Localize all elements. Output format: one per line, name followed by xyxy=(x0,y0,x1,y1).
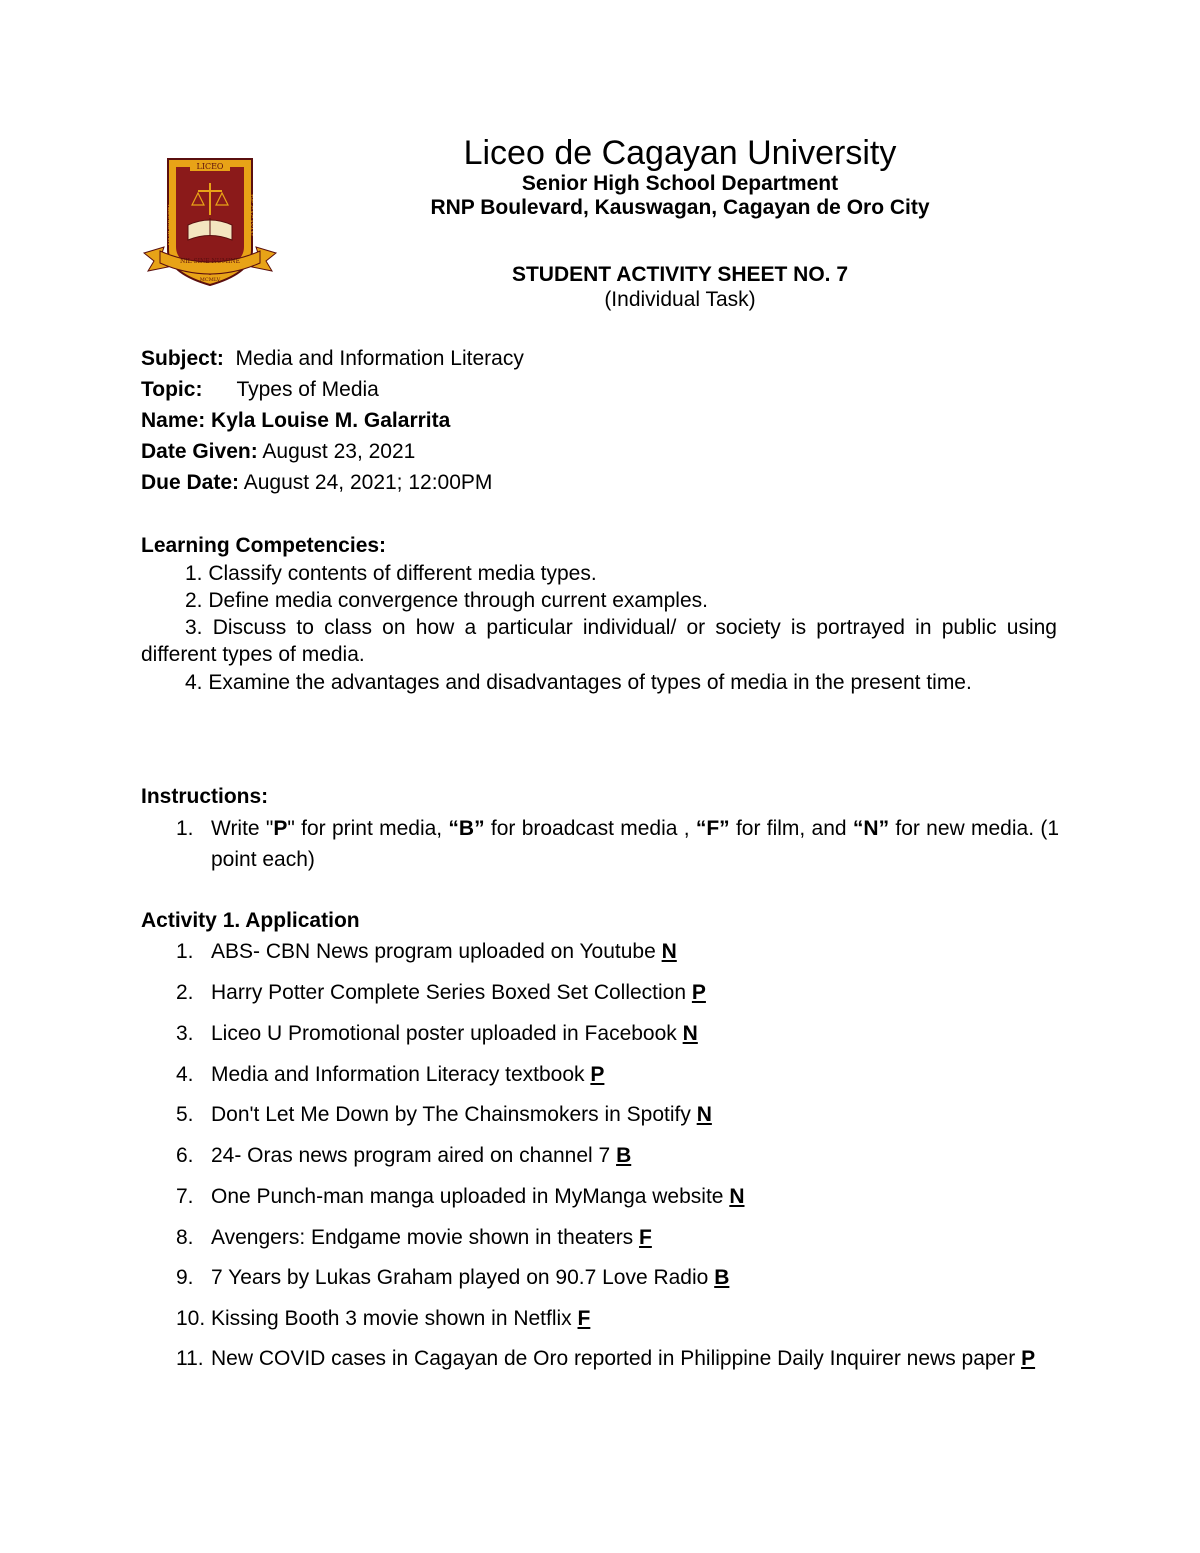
date-given-value: August 23, 2021 xyxy=(262,440,416,463)
svg-text:NIL SINE NUMINE: NIL SINE NUMINE xyxy=(180,258,240,265)
subject-line xyxy=(141,347,524,371)
name-line xyxy=(141,409,450,433)
activity-sheet-page: LICEO UNIVERSITY DE CAGAYAN NIL SINE NUMINE MCMLV Liceo de Cagayan University Senior High School Department RNP Boulevard, Kauswagan, Cagayan de Oro City STUDENT ACTIVITY SHEET NO. 7 (Individual Task) Subject: Media and Information Literacy Topic: Types of Media Name: Kyla Louise M. Galarrita Date Given: August 23, 2021 Due Date: August 24, 2021; 12:00PM Learning Competencies: 1. Classify contents of different media types. 2. Define media convergence through current examples. 3. Discuss to class on how a particular individual/ or society is portrayed in public using different types of media. 4. Examine the advantages and disadvantages of types of media in the present time. Instructions: 1. Write "P" for print media, “B” for broadcast media , “F” for film, and “N” for new media. (1 point each) Activity 1. Application 1. ABS- CBN News program uploaded on Youtube N 2. Harry Potter Complete Series Boxed Set Collection P 3. Liceo U Promotional poster uploaded in Facebook N 4. Media and Information Literacy textbook P 5. Don't Let Me Down by The Chainsmokers in Spotify N 6. 24- Oras news program aired on channel 7 B 7. One Punch-man manga uploaded in MyManga website N 8. Avengers: Endgame movie shown in theaters F 9. 7 Years by Lukas Graham played on 90.7 Love Radio B 10. Kissing Booth 3 movie shown in Netflix F 11. New COVID cases in Cagayan de Oro reported in Philippine Daily Inquirer news paper P xyxy=(141,134,1059,1370)
name-value: Kyla Louise M. Galarrita xyxy=(211,409,451,432)
task-type: (Individual Task) xyxy=(604,288,756,311)
svg-text:MCMLV: MCMLV xyxy=(199,277,221,283)
subject-label: Subject: xyxy=(141,347,224,370)
answer: N xyxy=(729,1185,745,1208)
topic-label: Topic: xyxy=(141,378,203,401)
subject-value: Media and Information Literacy xyxy=(235,347,524,370)
competency-item: 1. Classify contents of different media types. xyxy=(185,562,597,585)
due-date-value: August 24, 2021; 12:00PM xyxy=(243,471,493,494)
answer: B xyxy=(714,1266,730,1289)
answer: P xyxy=(691,981,706,1004)
competency-item: 3. Discuss to class on how a particular individual/ or society is portrayed in public using different types of media. xyxy=(141,616,1057,666)
svg-text:UNIVERSITY: UNIVERSITY xyxy=(168,204,175,246)
sheet-title: STUDENT ACTIVITY SHEET NO. 7 xyxy=(511,263,849,286)
topic-value: Types of Media xyxy=(236,378,379,401)
university-seal-logo xyxy=(140,155,280,295)
answer: B xyxy=(616,1144,632,1167)
due-date-label: Due Date: xyxy=(141,471,240,494)
svg-text:DE CAGAYAN: DE CAGAYAN xyxy=(246,194,253,236)
answer: N xyxy=(696,1103,712,1126)
answer: N xyxy=(661,940,677,963)
answer: F xyxy=(577,1307,591,1330)
answer: F xyxy=(639,1226,652,1249)
department-name: Senior High School Department xyxy=(521,172,839,195)
due-date-line xyxy=(141,471,492,495)
topic-line xyxy=(141,378,379,402)
svg-text:LICEO: LICEO xyxy=(196,162,224,171)
university-address: RNP Boulevard, Kauswagan, Cagayan de Oro City xyxy=(430,196,930,219)
competency-item: 2. Define media convergence through current examples. xyxy=(185,589,708,612)
date-given-label: Date Given: xyxy=(141,440,258,463)
competencies-title: Learning Competencies: xyxy=(141,534,387,557)
university-name: Liceo de Cagayan University xyxy=(463,134,897,172)
answer: N xyxy=(682,1022,698,1045)
competency-item: 4. Examine the advantages and disadvantages of types of media in the present time. xyxy=(185,671,972,694)
answer: P xyxy=(1021,1347,1036,1370)
instructions-title: Instructions: xyxy=(141,785,269,808)
date-given-line xyxy=(141,440,415,464)
instruction-text: Write "P" for print media, “B” for broadcast media , “F” for film, and “N” for new media. (1 point each) xyxy=(211,817,1059,871)
name-label: Name: xyxy=(141,409,206,432)
activity-title: Activity 1. Application xyxy=(141,909,360,932)
answer: P xyxy=(590,1063,605,1086)
